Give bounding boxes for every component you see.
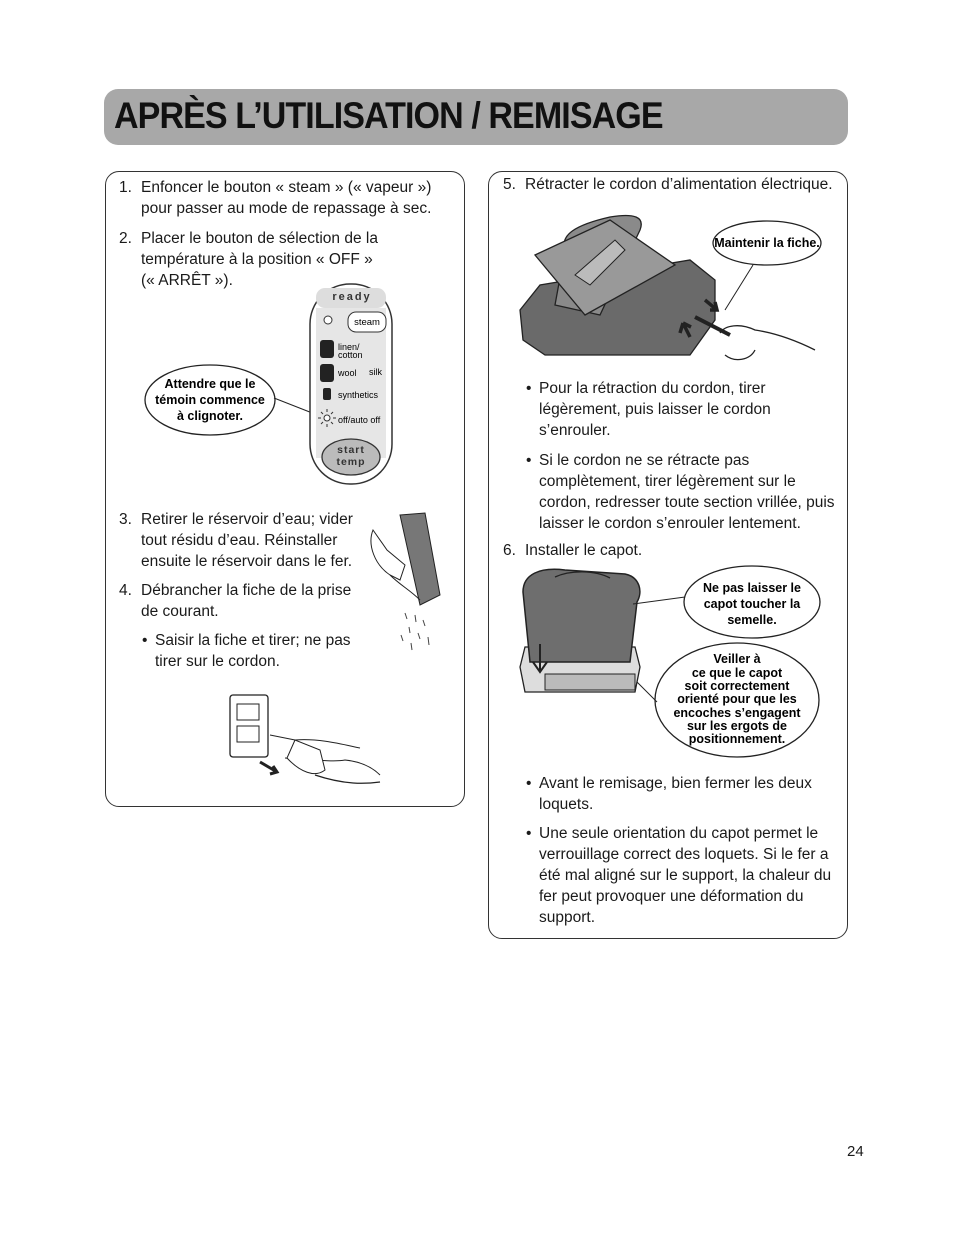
step-line: Retirer le réservoir d’eau; vider — [141, 511, 353, 528]
hand-icon — [371, 530, 405, 580]
callout-line: Attendre que le — [164, 377, 256, 391]
step-line: (« ARRÊT »). — [141, 272, 233, 289]
bullet-line: Une seule orientation du capot permet le — [539, 825, 819, 842]
callout-line: Veiller à — [713, 652, 761, 666]
callout-line: encoches s’engagent — [673, 706, 801, 720]
water-tank-illustration — [365, 505, 445, 655]
step-number: 4. — [119, 582, 132, 599]
linen-indicator-icon — [320, 340, 334, 358]
bullet-line: Si le cordon ne se rétracte pas — [539, 452, 750, 469]
linen-label: linen/ — [338, 342, 360, 352]
synthetics-indicator-icon — [323, 388, 331, 400]
bullet-line: s’enrouler. — [539, 422, 611, 439]
bullet-line: Saisir la fiche et tirer; ne pas — [155, 632, 351, 649]
bullet-line: support. — [539, 909, 596, 926]
cord-icon — [315, 775, 380, 783]
step-number: 2. — [119, 230, 132, 247]
wool-indicator-icon — [320, 364, 334, 382]
callout-text: Maintenir la fiche. — [714, 236, 820, 250]
step-line: tout résidu d’eau. Réinstaller — [141, 532, 338, 549]
bullet-line: légèrement, puis laisser le cordon — [539, 401, 771, 418]
bullet-line: fer peut provoquer une déformation du — [539, 888, 804, 905]
pull-arrow-icon — [260, 762, 277, 774]
synthetics-label: synthetics — [338, 390, 379, 400]
off-label: off/auto off — [338, 415, 381, 425]
callout-line: sur les ergots de — [686, 719, 788, 733]
bullet-dot: • — [526, 452, 532, 469]
bullet-dot: • — [526, 825, 532, 842]
silk-label: silk — [369, 367, 382, 377]
step-number: 1. — [119, 179, 132, 196]
callout-line: capot toucher la — [703, 597, 801, 611]
bullet-line: complètement, tirer légèrement sur le — [539, 473, 796, 490]
callout-line: positionnement. — [688, 732, 786, 746]
callout-line: orienté pour que les — [677, 692, 797, 706]
bullet-line: laisser le cordon s’enrouler lentement. — [539, 515, 801, 532]
ready-light-icon — [324, 316, 332, 324]
callout-line: Ne pas laisser le — [703, 581, 801, 595]
step-line: Installer le capot. — [525, 542, 643, 559]
hand-icon — [720, 326, 815, 360]
cotton-label: cotton — [338, 350, 363, 360]
step-number: 5. — [503, 176, 516, 193]
bullet-line: Pour la rétraction du cordon, tirer — [539, 380, 766, 397]
outlet-illustration — [225, 690, 385, 795]
callout-line: ce que le capot — [691, 666, 783, 680]
cover-illustration — [515, 562, 825, 762]
temp-label: temp — [336, 456, 366, 468]
step-line: Enfoncer le bouton « steam » (« vapeur ») — [141, 179, 432, 196]
water-drops-icon — [401, 613, 429, 650]
bullet-dot: • — [526, 775, 532, 792]
ready-label: ready — [332, 291, 372, 303]
title-bar — [104, 89, 848, 145]
page-title: APRÈS L’UTILISATION / REMISAGE — [114, 95, 663, 136]
start-label: start — [337, 444, 365, 456]
bullet-line: verrouillage correct des loquets. Si le fer a — [539, 846, 829, 863]
bullet-dot: • — [142, 632, 148, 649]
step-line: Placer le bouton de sélection de la — [141, 230, 378, 247]
bullet-line: tirer sur le cordon. — [155, 653, 280, 670]
callout-line: soit correctement — [684, 679, 790, 693]
bullet-dot: • — [526, 380, 532, 397]
page-number: 24 — [847, 1143, 864, 1160]
callout-line: semelle. — [727, 613, 777, 627]
bullet-line: cordon, redresser toute section vrillée, puis — [539, 494, 835, 511]
step-line: ensuite le réservoir dans le fer. — [141, 553, 353, 570]
steam-label: steam — [354, 317, 380, 328]
step-line: Débrancher la fiche de la prise — [141, 582, 352, 599]
control-panel-illustration — [140, 280, 400, 490]
bullet-line: loquets. — [539, 796, 594, 813]
step-number: 3. — [119, 511, 132, 528]
wool-label: wool — [338, 368, 357, 378]
callout-line: à clignoter. — [177, 409, 243, 423]
bullet-line: été mal aligné sur le support, la chaleur du — [539, 867, 832, 884]
step-line: de courant. — [141, 603, 219, 620]
iron-retract-illustration — [515, 205, 835, 370]
step-number: 6. — [503, 542, 516, 559]
step-line: pour passer au mode de repassage à sec. — [141, 200, 432, 217]
bullet-line: Avant le remisage, bien fermer les deux — [539, 775, 812, 792]
callout-line: témoin commence — [155, 393, 265, 407]
step-line: Rétracter le cordon d’alimentation électrique. — [525, 176, 833, 193]
step-line: température à la position « OFF » — [141, 251, 373, 268]
